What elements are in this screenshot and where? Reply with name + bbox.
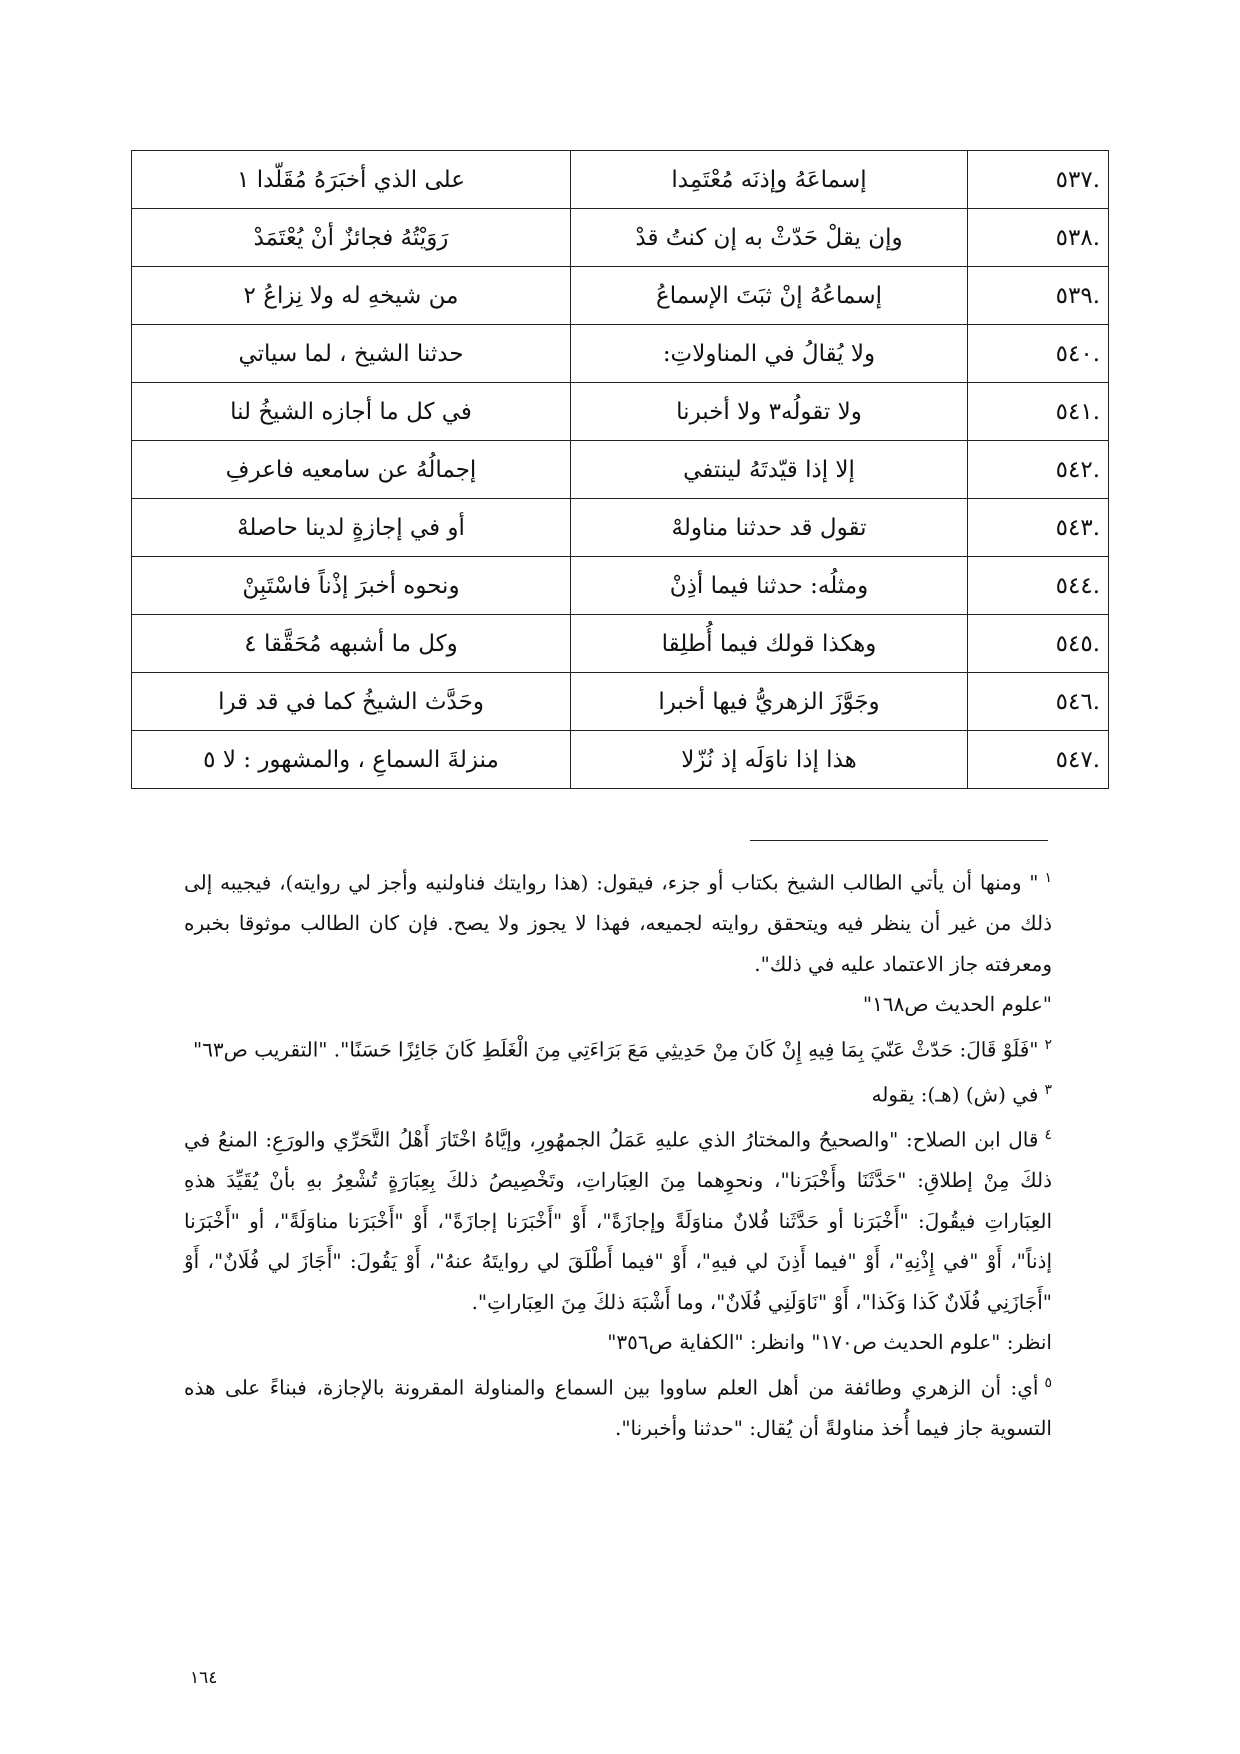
verse-first-hemistich: وهكذا قولك فيما أُطلِقا xyxy=(571,615,968,673)
footnote-text: في (ش) (هـ): يقوله xyxy=(871,1082,1039,1107)
verse-row xyxy=(132,209,1109,267)
verse-row xyxy=(132,441,1109,499)
footnote xyxy=(184,1070,1052,1115)
footnote-separator xyxy=(750,840,1048,841)
verse-number: .٥٤٥ xyxy=(968,615,1109,673)
verse-first-hemistich: إسماعَهُ وإذنَه مُعْتَمِدا xyxy=(571,151,968,209)
verse-first-hemistich: إسماعُهُ إنْ ثبَتَ الإسماعُ xyxy=(571,267,968,325)
verse-first-hemistich: وجَوَّزَ الزهريُّ فيها أخبرا xyxy=(571,673,968,731)
verse-second-hemistich: حدثنا الشيخ ، لما سياتي xyxy=(132,325,571,383)
footnote-text: انظر: "علوم الحديث ص١٧٠" وانظر: "الكفاية ص٣٥٦" xyxy=(607,1330,1052,1355)
verse-first-hemistich: هذا إذا ناوَلَه إذ نُزّلا xyxy=(571,731,968,789)
footnote-text: "علوم الحديث ص١٦٨" xyxy=(862,992,1052,1017)
verse-second-hemistich: رَوَيْتُهُ فجائزٌ أنْ يُعْتَمَدْ xyxy=(132,209,571,267)
verse-first-hemistich: ولا تقولُه٣ ولا أخبرنا xyxy=(571,383,968,441)
footnote-mark: ٢ xyxy=(1044,1036,1052,1053)
verse-second-hemistich: وحَدَّث الشيخُ كما في قد قرا xyxy=(132,673,571,731)
footnote-text: "فَلَوْ قَالَ: حَدّثْ عَنّيَ بِمَا فِيهِ إِنْ كَانَ مِنْ حَدِيثِي مَعَ بَرَاءَتِي مِنَ الْغَلَطِ كَانَ جَائِزًا حَسَنًا". "التقريب ص٦٣" xyxy=(192,1037,1039,1062)
verse-number: .٥٣٨ xyxy=(968,209,1109,267)
verse-second-hemistich: في كل ما أجازه الشيخُ لنا xyxy=(132,383,571,441)
footnote-mark: ٤ xyxy=(1044,1126,1052,1143)
verse-row xyxy=(132,731,1109,789)
footnote xyxy=(184,984,1052,1025)
verse-second-hemistich: إجمالُهُ عن سامعيه فاعرفِ xyxy=(132,441,571,499)
footnotes xyxy=(184,858,1052,1448)
verse-number: .٥٤٧ xyxy=(968,731,1109,789)
verse-number: .٥٣٧ xyxy=(968,151,1109,209)
verse-number: .٥٤٤ xyxy=(968,557,1109,615)
verse-second-hemistich: على الذي أخبَرَهُ مُقَلّدا ١ xyxy=(132,151,571,209)
footnote xyxy=(184,1025,1052,1070)
verse-first-hemistich: ومثلُه: حدثنا فيما أذِنْ xyxy=(571,557,968,615)
verse-row xyxy=(132,383,1109,441)
footnote-mark: ٥ xyxy=(1044,1374,1052,1391)
verse-row xyxy=(132,325,1109,383)
verse-first-hemistich: وإن يقلْ حَدّثْ به إن كنتُ قدْ xyxy=(571,209,968,267)
verse-second-hemistich: منزلةَ السماعِ ، والمشهور : لا ٥ xyxy=(132,731,571,789)
verse-second-hemistich: ونحوه أخبرَ إذْناً فاسْتَبِنْ xyxy=(132,557,571,615)
verse-number: .٥٤١ xyxy=(968,383,1109,441)
verse-second-hemistich: من شيخهِ له ولا نِزاعُ ٢ xyxy=(132,267,571,325)
footnote-text: " ومنها أن يأتي الطالب الشيخ بكتاب أو جزء، فيقول: (هذا روايتك فناولنيه وأجز لي روايته)، فيجيبه إلى ذلك من غير أن ينظر فيه ويتحقق روايته لجميعه، فهذا لا يجوز ولا يصح. فإن كان الطالب موثوقا بخبره ومعرفته جاز الاعتماد عليه في ذلك". xyxy=(184,870,1052,976)
footnote xyxy=(184,858,1052,984)
verse-number: .٥٤٦ xyxy=(968,673,1109,731)
footnote xyxy=(184,1322,1052,1363)
verse-first-hemistich: ولا يُقالُ في المناولاتِ: xyxy=(571,325,968,383)
verse-row xyxy=(132,615,1109,673)
verse-number: .٥٤٣ xyxy=(968,499,1109,557)
verse-row xyxy=(132,673,1109,731)
footnote-text: قال ابن الصلاح: "والصحيحُ والمختارُ الذي عليهِ عَمَلُ الجمهُورِ، وإيَّاهُ اخْتَارَ أَهْلُ التَّحَرِّي والورَعِ: المنعُ في ذلكَ مِنْ إطلاقِ: "حَدَّثَنَا وأَخْبَرَنا"، ونحوِهما مِنَ العِبَاراتِ، وتَخْصِيصُ ذلكَ بِعِبَارَةٍ تُشْعِرُ بهِ بأنْ يُقَيِّدَ هذهِ العِبَاراتِ فيقُولَ: "أَخْبَرَنا أو حَدَّثَنا فُلانٌ مناوَلَةً وإجازَةً"، أَوْ "أَخْبَرَنا إجازَةً"، أَوْ "أَخْبَرَنا مناوَلَةً"، أو "أَخْبَرَنا إذناً"، أَوْ "في إِذْنِهِ"، أَوْ "فيما أَذِنَ لي فيهِ"، أَوْ "فيما أَطْلَقَ لي روايتَهُ عنهُ"، أَوْ يَقُولَ: "أَجَازَ لي فُلَانٌ"، أَوْ "أَجَازَنِي فُلَانٌ كَذا وَكَذا"، أَوْ "نَاوَلَنِي فُلَانٌ"، وما أَشْبَهَ ذلكَ مِنَ العِبَاراتِ". xyxy=(184,1127,1053,1314)
footnote-mark: ١ xyxy=(1044,870,1052,886)
verse-first-hemistich: تقول قد حدثنا مناولهْ xyxy=(571,499,968,557)
footnote-text: أي: أن الزهري وطائفة من أهل العلم ساووا بين السماع والمناولة المقرونة بالإجازة، فبناءً على هذه التسوية جاز فيما أُخذ مناولةً أن يُقال: "حدثنا وأخبرنا". xyxy=(184,1375,1052,1440)
verse-first-hemistich: إلا إذا قيّدتَهُ لينتفي xyxy=(571,441,968,499)
verse-number: .٥٤٢ xyxy=(968,441,1109,499)
footnote xyxy=(184,1363,1052,1449)
verse-row xyxy=(132,151,1109,209)
verse-second-hemistich: أو في إجازةٍ لدينا حاصلهْ xyxy=(132,499,571,557)
page-number: ١٦٤ xyxy=(190,1668,218,1688)
verse-number: .٥٣٩ xyxy=(968,267,1109,325)
footnote-mark: ٣ xyxy=(1044,1081,1052,1098)
verse-row xyxy=(132,499,1109,557)
footnote xyxy=(184,1115,1052,1322)
verse-row xyxy=(132,557,1109,615)
verses-table xyxy=(131,150,1109,789)
verse-second-hemistich: وكل ما أشبهه مُحَقَّقا ٤ xyxy=(132,615,571,673)
verse-row xyxy=(132,267,1109,325)
verse-number: .٥٤٠ xyxy=(968,325,1109,383)
